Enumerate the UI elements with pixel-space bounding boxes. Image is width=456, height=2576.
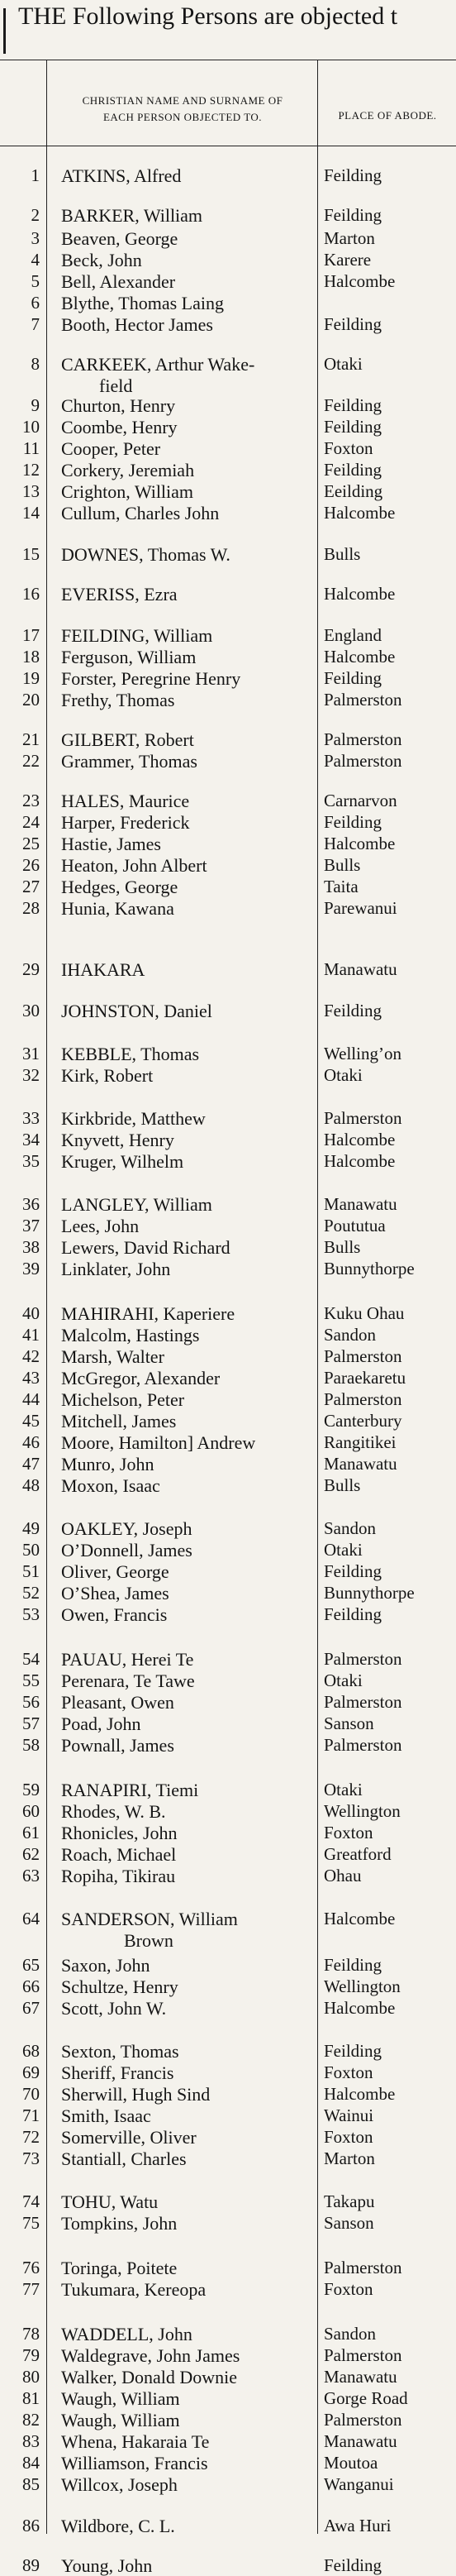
place-of-abode: Canterbury xyxy=(324,1411,402,1431)
row-number: 30 xyxy=(22,1001,40,1020)
place-of-abode: Otaki xyxy=(324,354,363,374)
person-name: Waldegrave, John James xyxy=(61,2345,240,2366)
row-number: 48 xyxy=(22,1475,40,1495)
person-name: Cullum, Charles John xyxy=(61,503,220,523)
column-header-name-line1: CHRISTIAN NAME AND SURNAME OF xyxy=(82,94,283,107)
place-of-abode: Palmerston xyxy=(324,1108,402,1128)
person-name: Coombe, Henry xyxy=(61,417,178,437)
place-of-abode: Feilding xyxy=(324,2041,382,2061)
person-name: Beck, John xyxy=(61,250,142,270)
place-of-abode: Feilding xyxy=(324,165,382,185)
place-of-abode: Halcombe xyxy=(324,584,396,604)
person-name: Young, John xyxy=(61,2555,153,2576)
person-name: Somerville, Oliver xyxy=(61,2127,197,2148)
person-name: Bell, Alexander xyxy=(61,271,176,292)
row-number: 7 xyxy=(31,314,40,334)
place-of-abode: Marton xyxy=(324,228,375,248)
person-name: TOHU, Watu xyxy=(61,2191,159,2212)
row-number: 12 xyxy=(22,460,40,480)
place-of-abode: Parewanui xyxy=(324,898,397,918)
person-name: O’Donnell, James xyxy=(61,1540,192,1560)
place-of-abode: Halcombe xyxy=(324,1909,396,1928)
row-number: 75 xyxy=(22,2213,40,2233)
row-number: 52 xyxy=(22,1583,40,1603)
place-of-abode: Sandon xyxy=(324,1518,376,1538)
place-of-abode: Manawatu xyxy=(324,959,397,979)
row-number: 22 xyxy=(22,751,40,771)
place-of-abode: Eeilding xyxy=(324,481,383,501)
row-number: 20 xyxy=(22,690,40,710)
place-of-abode: Feilding xyxy=(324,812,382,832)
place-of-abode: Carnarvon xyxy=(324,791,397,810)
place-of-abode: Halcombe xyxy=(324,271,396,291)
place-of-abode: Halcombe xyxy=(324,834,396,853)
place-of-abode: Otaki xyxy=(324,1065,363,1085)
place-of-abode: Manawatu xyxy=(324,1194,397,1214)
person-name: SANDERSON, William xyxy=(61,1909,238,1929)
row-number: 56 xyxy=(22,1692,40,1712)
person-name-continuation: Brown xyxy=(124,1930,173,1951)
place-of-abode: Palmerston xyxy=(324,1735,402,1755)
place-of-abode: Marton xyxy=(324,2148,375,2168)
row-number: 44 xyxy=(22,1389,40,1409)
person-name: Lees, John xyxy=(61,1216,140,1236)
person-name: Scott, John W. xyxy=(61,1998,167,2019)
place-of-abode: Halcombe xyxy=(324,2084,396,2104)
person-name: Knyvett, Henry xyxy=(61,1130,174,1150)
row-number: 43 xyxy=(22,1368,40,1388)
row-number: 69 xyxy=(22,2062,40,2082)
row-number: 6 xyxy=(31,293,40,313)
row-number: 78 xyxy=(22,2324,40,2344)
place-of-abode: Bulls xyxy=(324,855,361,875)
place-of-abode: Feilding xyxy=(324,314,382,334)
place-of-abode: Taita xyxy=(324,877,359,896)
row-number: 57 xyxy=(22,1713,40,1733)
place-of-abode: Palmerston xyxy=(324,1389,402,1409)
row-number: 73 xyxy=(22,2148,40,2168)
place-of-abode: Bulls xyxy=(324,544,361,564)
person-name: Crighton, William xyxy=(61,481,194,502)
person-name: Sherwill, Hugh Sind xyxy=(61,2084,211,2105)
place-of-abode: Moutoa xyxy=(324,2453,378,2473)
place-of-abode: Karere xyxy=(324,250,372,270)
person-name: Tompkins, John xyxy=(61,2213,178,2234)
row-number: 23 xyxy=(22,791,40,810)
person-name: Roach, Michael xyxy=(61,1844,177,1865)
column-header-name-line2: EACH PERSON OBJECTED TO. xyxy=(102,111,263,123)
place-of-abode: Palmerston xyxy=(324,690,402,710)
place-of-abode: Palmerston xyxy=(324,2258,402,2277)
place-of-abode: Bunnythorpe xyxy=(324,1259,415,1278)
row-number: 17 xyxy=(22,625,40,645)
person-name: Forster, Peregrine Henry xyxy=(61,668,241,689)
place-of-abode: Feilding xyxy=(324,205,382,225)
person-name: Marsh, Walter xyxy=(61,1346,164,1367)
place-of-abode: Feilding xyxy=(324,1561,382,1581)
row-number: 28 xyxy=(22,898,40,918)
place-of-abode: Feilding xyxy=(324,2555,382,2575)
person-name: LANGLEY, William xyxy=(61,1194,212,1215)
place-of-abode: Palmerston xyxy=(324,2345,402,2365)
person-name: JOHNSTON, Daniel xyxy=(61,1001,212,1021)
person-name: ATKINS, Alfred xyxy=(61,165,182,186)
person-name: OAKLEY, Joseph xyxy=(61,1518,192,1539)
row-number: 80 xyxy=(22,2367,40,2387)
row-number: 3 xyxy=(31,228,40,248)
place-of-abode: Feilding xyxy=(324,460,382,480)
place-of-abode: England xyxy=(324,625,382,645)
place-of-abode: Foxton xyxy=(324,2279,373,2299)
person-name: IHAKARA xyxy=(61,959,145,980)
row-number: 82 xyxy=(22,2410,40,2430)
row-number: 77 xyxy=(22,2279,40,2299)
place-of-abode: Palmerston xyxy=(324,1649,402,1669)
row-number: 58 xyxy=(22,1735,40,1755)
place-of-abode: Foxton xyxy=(324,2127,373,2147)
notice-heading xyxy=(0,0,456,63)
row-number: 38 xyxy=(22,1237,40,1257)
place-of-abode: Halcombe xyxy=(324,1998,396,2018)
person-name: Heaton, John Albert xyxy=(61,855,207,876)
person-name: FEILDING, William xyxy=(61,625,213,646)
place-of-abode: Palmerston xyxy=(324,2410,402,2430)
person-name: Harper, Frederick xyxy=(61,812,190,833)
person-name: Ferguson, William xyxy=(61,647,197,667)
place-of-abode: Awa Huri xyxy=(324,2516,392,2535)
place-of-abode: Sandon xyxy=(324,1325,376,1345)
person-name: Corkery, Jeremiah xyxy=(61,460,195,480)
person-name: Pleasant, Owen xyxy=(61,1692,174,1713)
row-number: 25 xyxy=(22,834,40,853)
row-number: 64 xyxy=(22,1909,40,1928)
person-name: Kruger, Wilhelm xyxy=(61,1151,184,1172)
place-of-abode: Otaki xyxy=(324,1540,363,1560)
person-name: Frethy, Thomas xyxy=(61,690,175,710)
row-number: 86 xyxy=(22,2516,40,2535)
row-number: 83 xyxy=(22,2431,40,2451)
person-name: WADDELL, John xyxy=(61,2324,192,2344)
row-number: 26 xyxy=(22,855,40,875)
person-name: DOWNES, Thomas W. xyxy=(61,544,230,565)
row-number: 72 xyxy=(22,2127,40,2147)
person-name: Williamson, Francis xyxy=(61,2453,208,2473)
place-of-abode: Palmerston xyxy=(324,729,402,749)
row-number: 24 xyxy=(22,812,40,832)
person-name: Moxon, Isaac xyxy=(61,1475,160,1496)
row-number: 35 xyxy=(22,1151,40,1171)
place-of-abode: Bulls xyxy=(324,1237,361,1257)
row-number: 40 xyxy=(22,1303,40,1323)
place-of-abode: Halcombe xyxy=(324,1130,396,1149)
place-of-abode: Sanson xyxy=(324,2213,374,2233)
place-of-abode: Feilding xyxy=(324,668,382,688)
row-number: 81 xyxy=(22,2388,40,2408)
row-number: 8 xyxy=(31,354,40,374)
person-name: Oliver, George xyxy=(61,1561,169,1582)
person-name: Pownall, James xyxy=(61,1735,174,1756)
row-number: 68 xyxy=(22,2041,40,2061)
person-name: Malcolm, Hastings xyxy=(61,1325,200,1345)
row-number: 85 xyxy=(22,2474,40,2494)
person-name: Moore, Hamilton] Andrew xyxy=(61,1432,256,1453)
place-of-abode: Palmerston xyxy=(324,1692,402,1712)
row-number: 79 xyxy=(22,2345,40,2365)
row-number: 29 xyxy=(22,959,40,979)
place-of-abode: Bunnythorpe xyxy=(324,1583,415,1603)
person-name: Walker, Donald Downie xyxy=(61,2367,238,2387)
place-of-abode: Manawatu xyxy=(324,1454,397,1474)
place-of-abode: Foxton xyxy=(324,2062,373,2082)
row-number: 41 xyxy=(22,1325,40,1345)
person-name: O’Shea, James xyxy=(61,1583,169,1603)
place-of-abode: Wainui xyxy=(324,2105,374,2125)
person-name: BARKER, William xyxy=(61,205,203,226)
row-number: 15 xyxy=(22,544,40,564)
person-name: Schultze, Henry xyxy=(61,1976,178,1997)
person-name: Poad, John xyxy=(61,1713,141,1734)
name-column-rule xyxy=(317,60,318,2534)
person-name: Mitchell, James xyxy=(61,1411,177,1431)
row-number: 32 xyxy=(22,1065,40,1085)
person-name: Sexton, Thomas xyxy=(61,2041,179,2062)
row-number: 61 xyxy=(22,1823,40,1842)
place-of-abode: Otaki xyxy=(324,1780,363,1799)
person-name: Toringa, Poitete xyxy=(61,2258,178,2278)
row-number: 1 xyxy=(31,165,40,185)
row-number: 59 xyxy=(22,1780,40,1799)
person-name: Grammer, Thomas xyxy=(61,751,197,772)
row-number: 65 xyxy=(22,1955,40,1975)
place-of-abode: Welling’on xyxy=(324,1044,401,1063)
place-of-abode: Feilding xyxy=(324,417,382,437)
row-number: 33 xyxy=(22,1108,40,1128)
person-name: Kirk, Robert xyxy=(61,1065,154,1086)
person-name: PAUAU, Herei Te xyxy=(61,1649,194,1670)
row-number: 21 xyxy=(22,729,40,749)
row-number: 74 xyxy=(22,2191,40,2211)
row-number: 5 xyxy=(31,271,40,291)
row-number: 39 xyxy=(22,1259,40,1278)
row-number: 66 xyxy=(22,1976,40,1996)
place-of-abode: Poututua xyxy=(324,1216,386,1235)
row-number: 14 xyxy=(22,503,40,523)
row-number: 2 xyxy=(31,205,40,225)
person-name: Owen, Francis xyxy=(61,1604,168,1625)
person-name: Munro, John xyxy=(61,1454,154,1474)
row-number: 31 xyxy=(22,1044,40,1063)
place-of-abode: Feilding xyxy=(324,1001,382,1020)
person-name: Hedges, George xyxy=(61,877,178,897)
row-number: 9 xyxy=(31,395,40,415)
place-of-abode: Palmerston xyxy=(324,751,402,771)
person-name: Michelson, Peter xyxy=(61,1389,185,1410)
place-of-abode: Manawatu xyxy=(324,2431,397,2451)
person-name: Kirkbride, Matthew xyxy=(61,1108,206,1129)
row-number: 47 xyxy=(22,1454,40,1474)
notice-heading-text: THE Following Persons are objected t xyxy=(18,2,398,30)
person-name: Stantiall, Charles xyxy=(61,2148,187,2169)
row-number: 37 xyxy=(22,1216,40,1235)
place-of-abode: Sanson xyxy=(324,1713,374,1733)
place-of-abode: Ohau xyxy=(324,1866,362,1885)
row-number: 84 xyxy=(22,2453,40,2473)
place-of-abode: Halcombe xyxy=(324,503,396,523)
person-name: Wildbore, C. L. xyxy=(61,2516,175,2536)
column-header-name xyxy=(48,93,317,126)
row-number: 71 xyxy=(22,2105,40,2125)
number-column-rule xyxy=(46,60,47,2534)
person-name: Booth, Hector James xyxy=(61,314,213,335)
row-number: 60 xyxy=(22,1801,40,1821)
place-of-abode: Wellington xyxy=(324,1976,401,1996)
place-of-abode: Paraekaretu xyxy=(324,1368,406,1388)
row-number: 45 xyxy=(22,1411,40,1431)
row-number: 4 xyxy=(31,250,40,270)
row-number: 62 xyxy=(22,1844,40,1864)
person-name: HALES, Maurice xyxy=(61,791,190,811)
person-name: EVERISS, Ezra xyxy=(61,584,178,605)
place-of-abode: Foxton xyxy=(324,1823,373,1842)
place-of-abode: Otaki xyxy=(324,1670,363,1690)
person-name: Saxon, John xyxy=(61,1955,150,1976)
place-of-abode: Feilding xyxy=(324,1955,382,1975)
heading-rule xyxy=(3,8,6,54)
row-number: 67 xyxy=(22,1998,40,2018)
row-number: 16 xyxy=(22,584,40,604)
row-number: 55 xyxy=(22,1670,40,1690)
person-name: Ropiha, Tikirau xyxy=(61,1866,176,1886)
row-number: 54 xyxy=(22,1649,40,1669)
row-number: 70 xyxy=(22,2084,40,2104)
person-name: Sheriff, Francis xyxy=(61,2062,174,2083)
place-of-abode: Kuku Ohau xyxy=(324,1303,405,1323)
person-name: Churton, Henry xyxy=(61,395,176,416)
place-of-abode: Palmerston xyxy=(324,1346,402,1366)
person-name: Perenara, Te Tawe xyxy=(61,1670,195,1691)
person-name: Hunia, Kawana xyxy=(61,898,174,919)
person-name: Waugh, William xyxy=(61,2410,180,2430)
row-number: 36 xyxy=(22,1194,40,1214)
person-name: Smith, Isaac xyxy=(61,2105,151,2126)
row-number: 89 xyxy=(22,2555,40,2575)
place-of-abode: Sandon xyxy=(324,2324,376,2344)
person-name: Rhonicles, John xyxy=(61,1823,178,1843)
row-number: 13 xyxy=(22,481,40,501)
row-number: 34 xyxy=(22,1130,40,1149)
row-number: 18 xyxy=(22,647,40,667)
row-number: 50 xyxy=(22,1540,40,1560)
row-number: 11 xyxy=(22,438,40,458)
person-name: GILBERT, Robert xyxy=(61,729,194,750)
place-of-abode: Greatford xyxy=(324,1844,392,1864)
place-of-abode: Manawatu xyxy=(324,2367,397,2387)
person-name: Cooper, Peter xyxy=(61,438,161,459)
person-name: Linklater, John xyxy=(61,1259,171,1279)
person-name: Tukumara, Kereopa xyxy=(61,2279,207,2300)
row-number: 53 xyxy=(22,1604,40,1624)
row-number: 46 xyxy=(22,1432,40,1452)
place-of-abode: Takapu xyxy=(324,2191,375,2211)
place-of-abode: Gorge Road xyxy=(324,2388,408,2408)
person-name: CARKEEK, Arthur Wake- xyxy=(61,354,255,375)
person-name: Whena, Hakaraia Te xyxy=(61,2431,210,2452)
person-name: Rhodes, W. B. xyxy=(61,1801,166,1822)
row-number: 51 xyxy=(22,1561,40,1581)
row-number: 76 xyxy=(22,2258,40,2277)
person-name: KEBBLE, Thomas xyxy=(61,1044,200,1064)
row-number: 42 xyxy=(22,1346,40,1366)
person-name: Willcox, Joseph xyxy=(61,2474,178,2495)
row-number: 27 xyxy=(22,877,40,896)
place-of-abode: Halcombe xyxy=(324,1151,396,1171)
place-of-abode: Wanganui xyxy=(324,2474,394,2494)
row-number: 49 xyxy=(22,1518,40,1538)
person-name: Beaven, George xyxy=(61,228,178,249)
person-name: Hastie, James xyxy=(61,834,161,854)
row-number: 10 xyxy=(22,417,40,437)
place-of-abode: Halcombe xyxy=(324,647,396,667)
place-of-abode: Foxton xyxy=(324,438,373,458)
place-of-abode: Rangitikei xyxy=(324,1432,397,1452)
person-name: MAHIRAHI, Kaperiere xyxy=(61,1303,235,1324)
place-of-abode: Feilding xyxy=(324,1604,382,1624)
place-of-abode: Wellington xyxy=(324,1801,401,1821)
person-name: Waugh, William xyxy=(61,2388,180,2409)
person-name: Blythe, Thomas Laing xyxy=(61,293,224,313)
row-number: 19 xyxy=(22,668,40,688)
place-of-abode: Bulls xyxy=(324,1475,361,1495)
person-name-continuation: field xyxy=(99,375,133,396)
person-name: McGregor, Alexander xyxy=(61,1368,221,1388)
row-number: 63 xyxy=(22,1866,40,1885)
person-name: RANAPIRI, Tiemi xyxy=(61,1780,199,1800)
place-of-abode: Feilding xyxy=(324,395,382,415)
column-header-abode: PLACE OF ABODE. xyxy=(338,109,437,122)
person-name: Lewers, David Richard xyxy=(61,1237,230,1258)
